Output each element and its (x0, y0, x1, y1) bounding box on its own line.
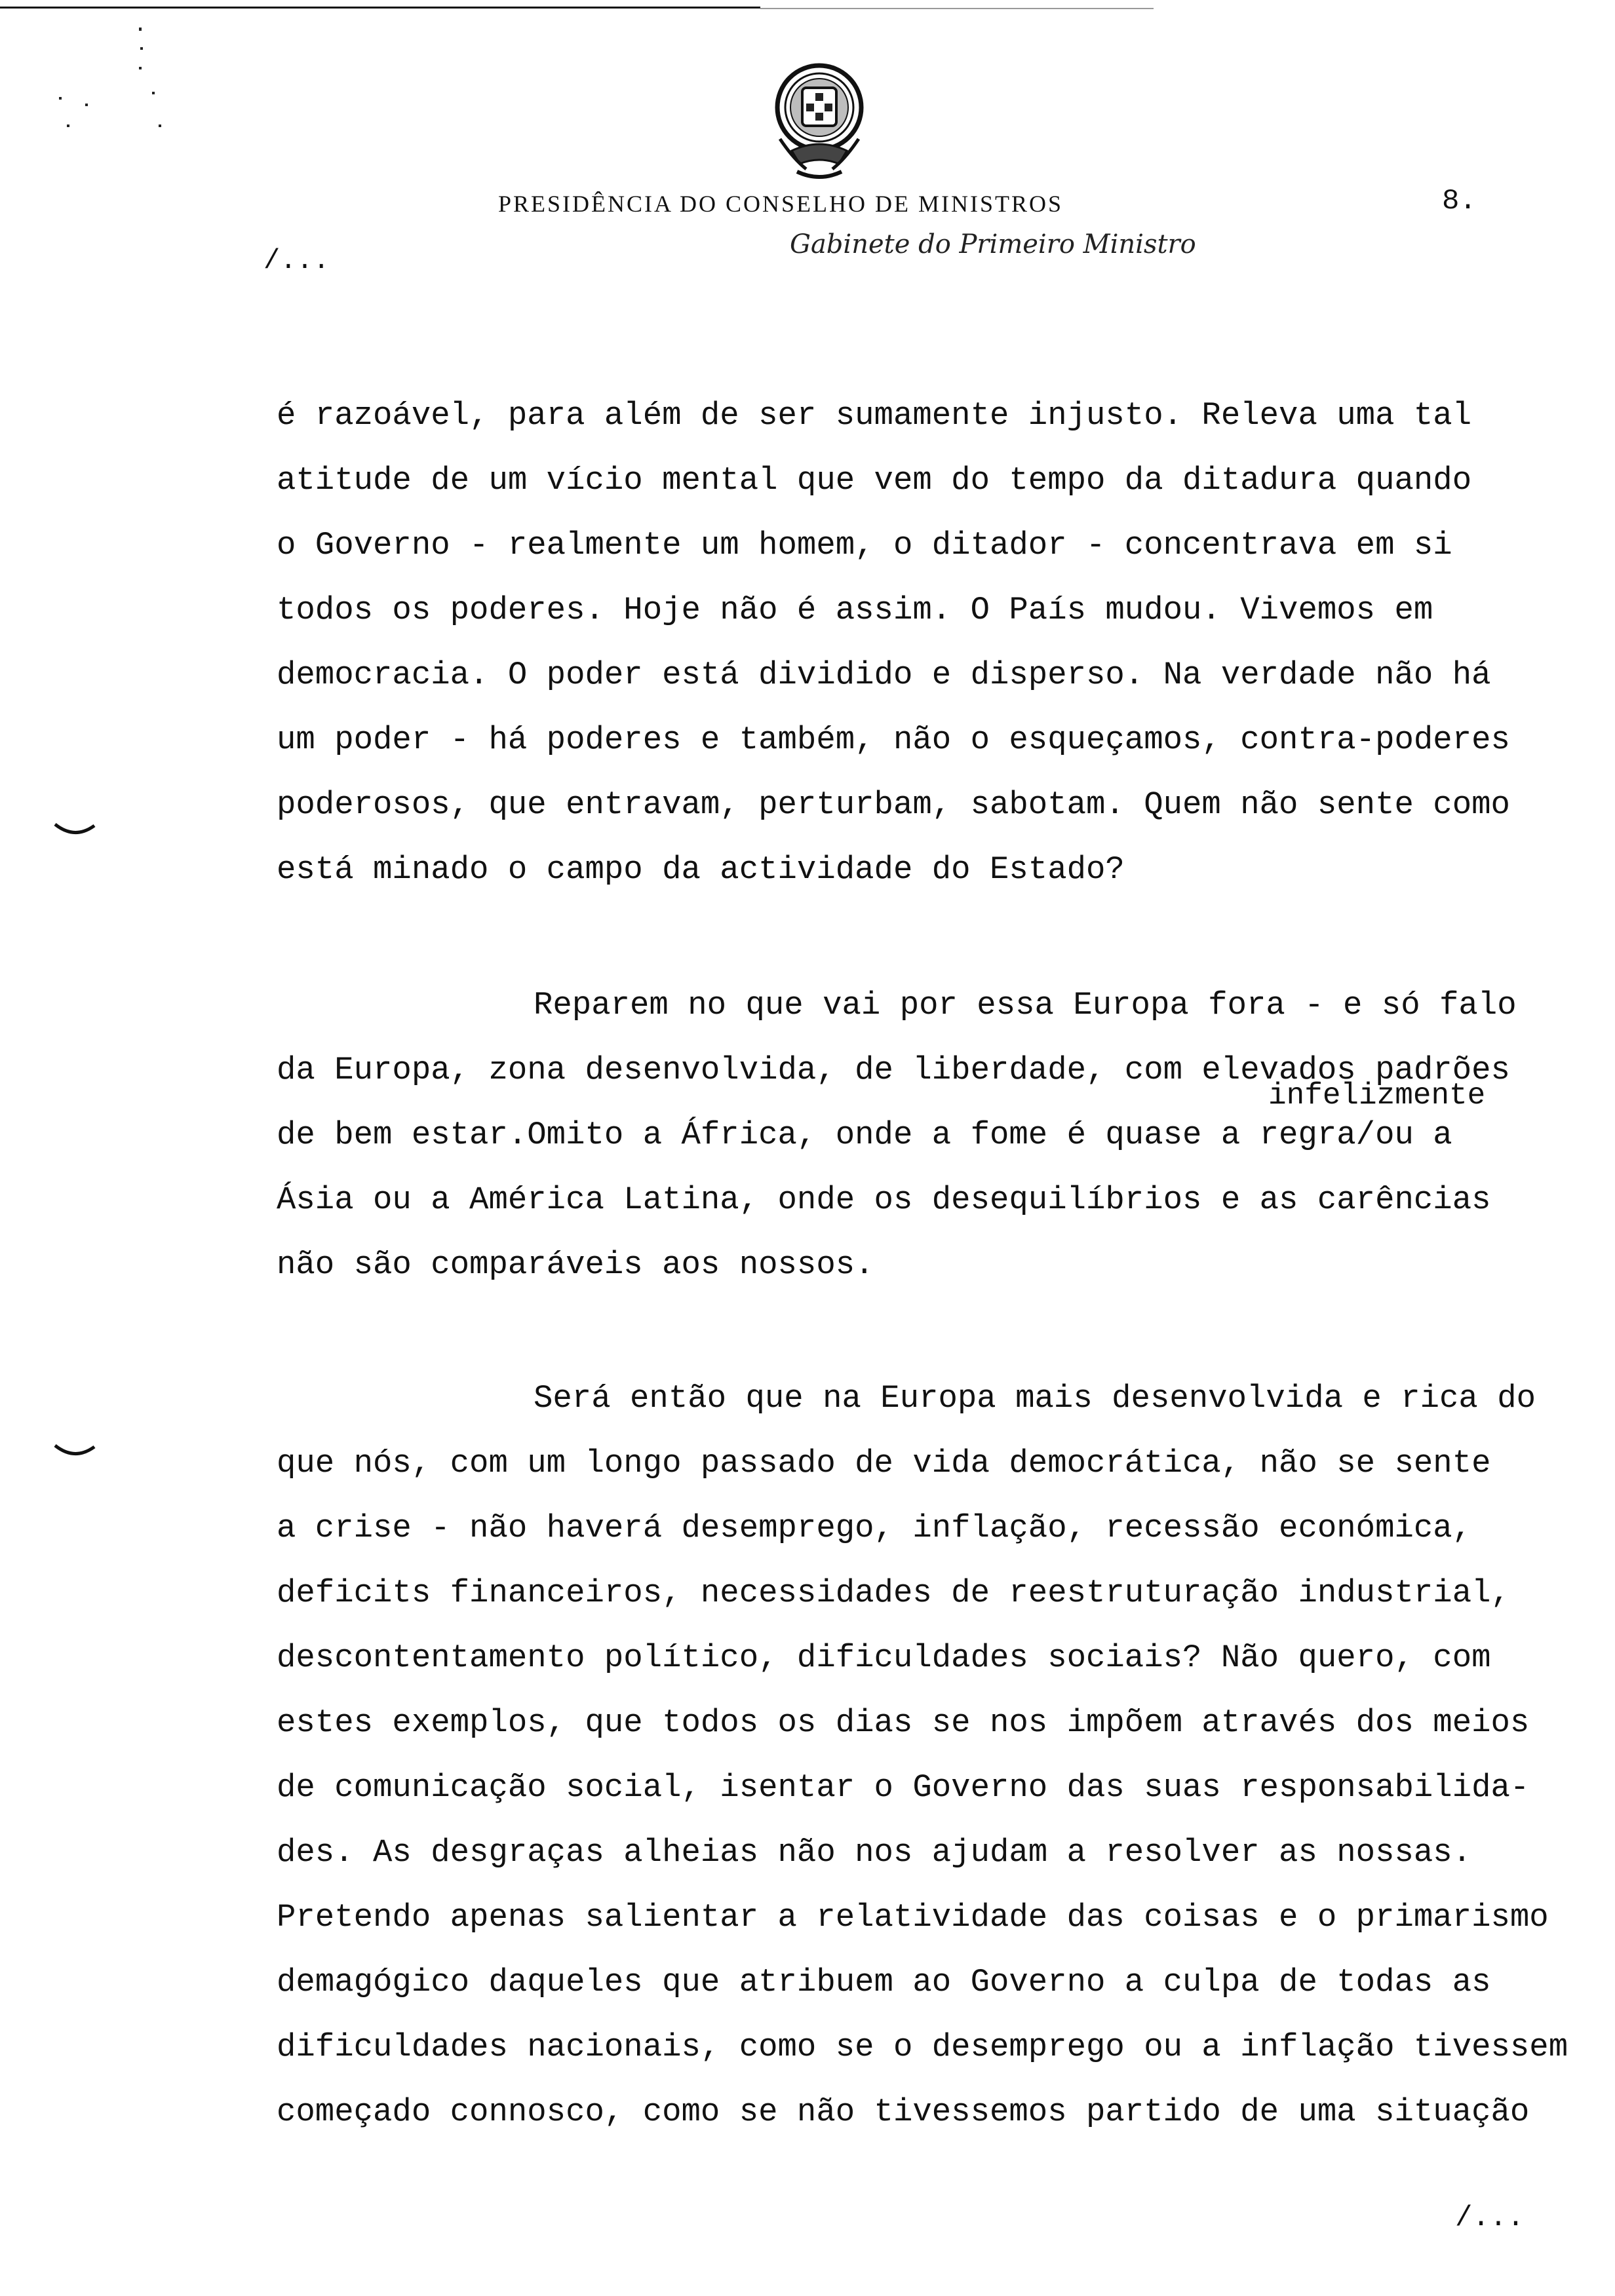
scan-speck (159, 124, 161, 127)
text-line: é razoável, para além de ser sumamente injusto. Releva uma tal (277, 397, 1472, 434)
scan-speck (152, 92, 155, 94)
text-line: Será então que na Europa mais desenvolvida e rica do (534, 1380, 1536, 1417)
text-line: deficits financeiros, necessidades de reestruturação industrial, (277, 1575, 1510, 1611)
text-line: a crise - não haverá desemprego, inflação, recessão económica, (277, 1510, 1472, 1546)
text-line: de comunicação social, isentar o Governo das suas responsabilida- (277, 1769, 1530, 1806)
text-line: Reparem no que vai por essa Europa fora - e só falo (534, 987, 1517, 1024)
paragraph-1 (277, 383, 1574, 902)
continuation-mark-top: /... (263, 245, 330, 277)
text-line: estes exemplos, que todos os dias se nos impõem através dos meios (277, 1704, 1530, 1741)
office-subtitle: Gabinete do Primeiro Ministro (790, 229, 1196, 259)
header-title: PRESIDÊNCIA DO CONSELHO DE MINISTROS (498, 191, 1064, 217)
scan-speck (67, 124, 69, 127)
text-line: que nós, com um longo passado de vida democrática, não se sente (277, 1445, 1491, 1482)
text-line: o Governo - realmente um homem, o ditador - concentrava em si (277, 527, 1452, 564)
text-line: atitude de um vício mental que vem do tempo da ditadura quando (277, 462, 1472, 499)
paragraph-2 (277, 973, 1574, 1297)
margin-tick-icon (52, 820, 98, 840)
text-line: descontentamento político, dificuldades sociais? Não quero, com (277, 1639, 1491, 1676)
scan-edge-line-faint (760, 8, 1154, 9)
text-line: des. As desgraças alheias não nos ajudam a resolver as nossas. (277, 1834, 1472, 1871)
text-line: poderosos, que entravam, perturbam, sabotam. Quem não sente como (277, 786, 1510, 823)
scan-speck (139, 28, 142, 31)
page-number: 8. (1442, 185, 1477, 218)
text-line: Pretendo apenas salientar a relatividade das coisas e o primarismo (277, 1899, 1549, 1936)
text-line: não são comparáveis aos nossos. (277, 1246, 874, 1283)
text-line: de bem estar.Omito a África, onde a fome é quase a regra/ou a (277, 1117, 1452, 1153)
text-line: começado connosco, como se não tivessemos partido de uma situação (277, 2094, 1530, 2130)
paragraph-3 (277, 1366, 1574, 2145)
scan-speck (140, 47, 143, 50)
margin-tick-icon (52, 1442, 98, 1461)
text-line: dificuldades nacionais, como se o desemprego ou a inflação tivessem (277, 2029, 1568, 2065)
text-line: democracia. O poder está dividido e disperso. Na verdade não há (277, 657, 1491, 693)
text-line: Ásia ou a América Latina, onde os desequilíbrios e as carências (277, 1181, 1491, 1218)
handwritten-insertion: infelizmente (1268, 1079, 1486, 1113)
scan-speck (139, 67, 142, 69)
text-line: está minado o campo da actividade do Estado? (277, 851, 1125, 888)
text-line: da Europa, zona desenvolvida, de liberdade, com elevados padrões (277, 1052, 1510, 1088)
text-line: todos os poderes. Hoje não é assim. O País mudou. Vivemos em (277, 592, 1433, 628)
coat-of-arms-icon (754, 60, 885, 185)
scan-speck (85, 104, 88, 106)
text-line: demagógico daqueles que atribuem ao Governo a culpa de todas as (277, 1964, 1491, 2000)
scan-speck (59, 97, 62, 100)
scan-edge-line (0, 7, 760, 9)
text-line: um poder - há poderes e também, não o esqueçamos, contra-poderes (277, 721, 1510, 758)
continuation-mark-bottom: /... (1455, 2202, 1525, 2234)
